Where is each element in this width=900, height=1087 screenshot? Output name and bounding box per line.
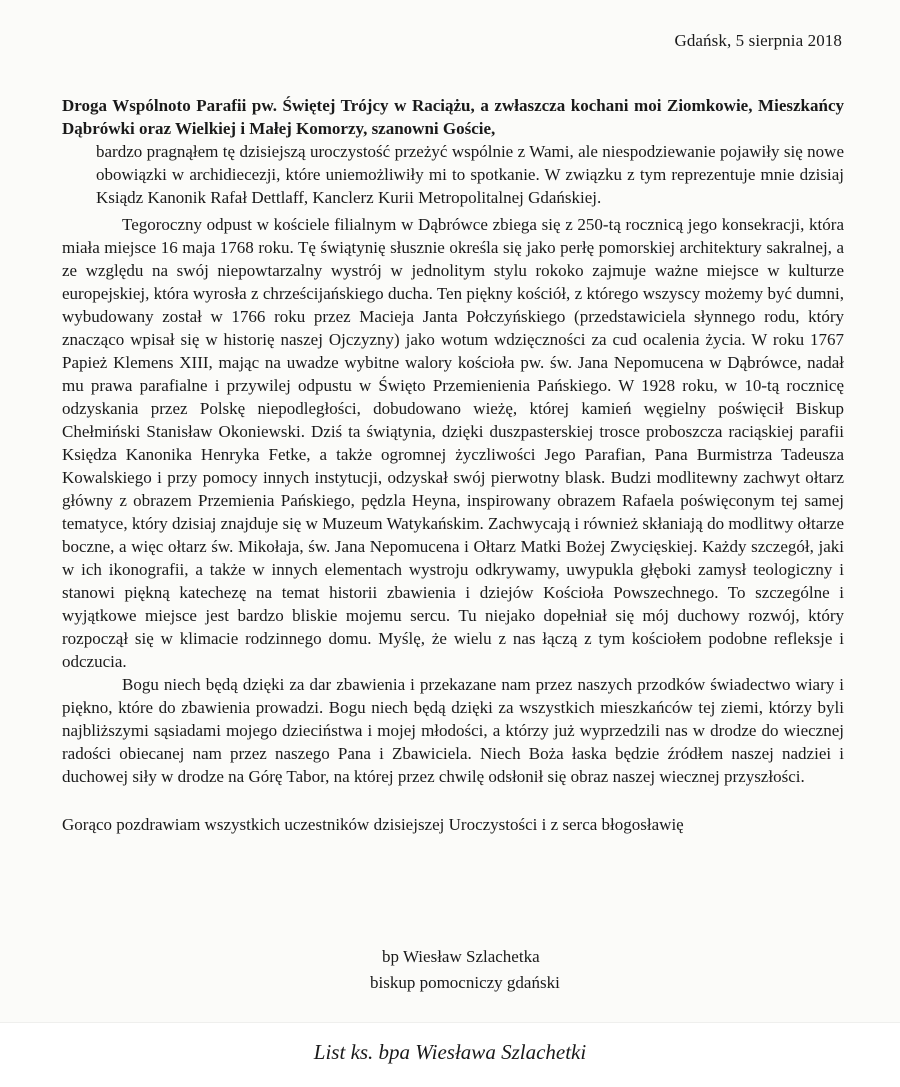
- signature-title: biskup pomocniczy gdański: [370, 973, 560, 992]
- paragraph-2: Tegoroczny odpust w kościele filialnym w Dąbrówce zbiega się z 250-tą rocznicą jego konsekracji, która miała miejsce 16 maja 1768 roku. Tę świątynię słusznie określa się jako perłę pomorskiej architektury sakralnej, a ze względu na swój niepowtarzalny wystrój w jednolitym stylu rokoko zajmuje ważne miejsce w kulturze europejskiej, która wyrosła z chrześcijańskiego ducha. Ten piękny kościół, z którego wszyscy możemy być dumni, wybudowany został w 1766 roku przez Macieja Janta Połczyńskiego (przedstawiciela słynnego rodu, który znacząco wpisał się w historię naszej Ojczyzny) jako wotum wdzięczności za cud ocalenia życia. W roku 1767 Papież Klemens XIII, mając na uwadze wybitne walory kościoła pw. św. Jana Nepomucena w Dąbrówce, nadał mu prawa parafialne i przywilej odpustu w Święto Przemienienia Pańskiego. W 1928 roku, w 10-tą rocznicę odzyskania przez Polskę niepodległości, dobudowano wieżę, której kamień węgielny poświęcił Biskup Chełmiński Stanisław Okoniewski. Dziś ta świątynia, dzięki duszpasterskiej trosce proboszcza raciąskiej parafii Księdza Kanonika Henryka Fetke, a także ogromnej życzliwości Jego Parafian, Pana Burmistrza Tadeusza Kowalskiego i przy pomocy innych instytucji, odzyskał swój pierwotny blask. Budzi modlitewny zachwyt ołtarz główny z obrazem Przemienia Pańskiego, pędzla Heyna, inspirowany obrazem Rafaela poświęconym tej samej tematyce, który dzisiaj znajduje się w Muzeum Watykańskim. Zachwycają i również skłaniają do modlitwy ołtarze boczne, a więc ołtarz św. Mikołaja, św. Jana Nepomucena i Ołtarz Matki Bożej Zwycięskiej. Każdy szczegół, jaki w ich ikonografii, a także w innych elementach wystroju odkrywamy, uwypukla głęboki zamysł teologiczny i stanowi piękną katechezę na temat historii zbawienia i dziejów Kościoła Powszechnego. To szczególne i wyjątkowe miejsce jest bardzo bliskie mojemu sercu. Tu niejako dopełniał się mój duchowy rozwój, który rozpoczął się w klimacie rodzinnego domu. Myślę, że wielu z nas łączą z tym kościołem podobne refleksje i odczucia.: [62, 215, 844, 671]
- closing-greeting: Gorąco pozdrawiam wszystkich uczestników dzisiejszej Uroczystości i z serca błogosławię: [62, 815, 684, 834]
- letter-date: Gdańsk, 5 sierpnia 2018: [674, 31, 842, 50]
- signature-block: [370, 944, 560, 996]
- image-caption: List ks. bpa Wiesława Szlachetki: [313, 1040, 587, 1064]
- paragraph-1: bardzo pragnąłem tę dzisiejszą uroczystość przeżyć wspólnie z Wami, ale niespodziewanie pojawiły się nowe obowiązki w archidiecezji, które uniemożliwiły mi to spotkanie. W związku z tym reprezentuje mnie dzisiaj Ksiądz Kanonik Rafał Dettlaff, Kanclerz Kurii Metropolitalnej Gdańskiej.: [96, 142, 844, 207]
- page-edge: [0, 1022, 900, 1023]
- letter-salutation: Droga Wspólnoto Parafii pw. Świętej Trójcy w Raciążu, a zwłaszcza kochani moi Ziomkowie, Mieszkańcy Dąbrówki oraz Wielkiej i Małej Komorzy, szanowni Goście,: [62, 96, 844, 138]
- paragraph-3: Bogu niech będą dzięki za dar zbawienia i przekazane nam przez naszych przodków świadectwo wiary i piękno, które do zbawienia prowadzi. Bogu niech będą dzięki za wszystkich mieszkańców tej ziemi, którzy byli najbliższymi sąsiadami mojego dzieciństwa i mojej młodości, a którzy już wyprzedzili nas w drodze do wiecznej radości obiecanej nam przez naszego Pana i Zbawiciela. Niech Boża łaska będzie źródłem naszej nadziei i duchowej siły w drodze na Górę Tabor, na której przez chwilę odsłonił się obraz naszej wiecznej przyszłości.: [62, 675, 844, 786]
- signature-name: bp Wiesław Szlachetka: [382, 947, 540, 966]
- letter-body: [62, 94, 844, 836]
